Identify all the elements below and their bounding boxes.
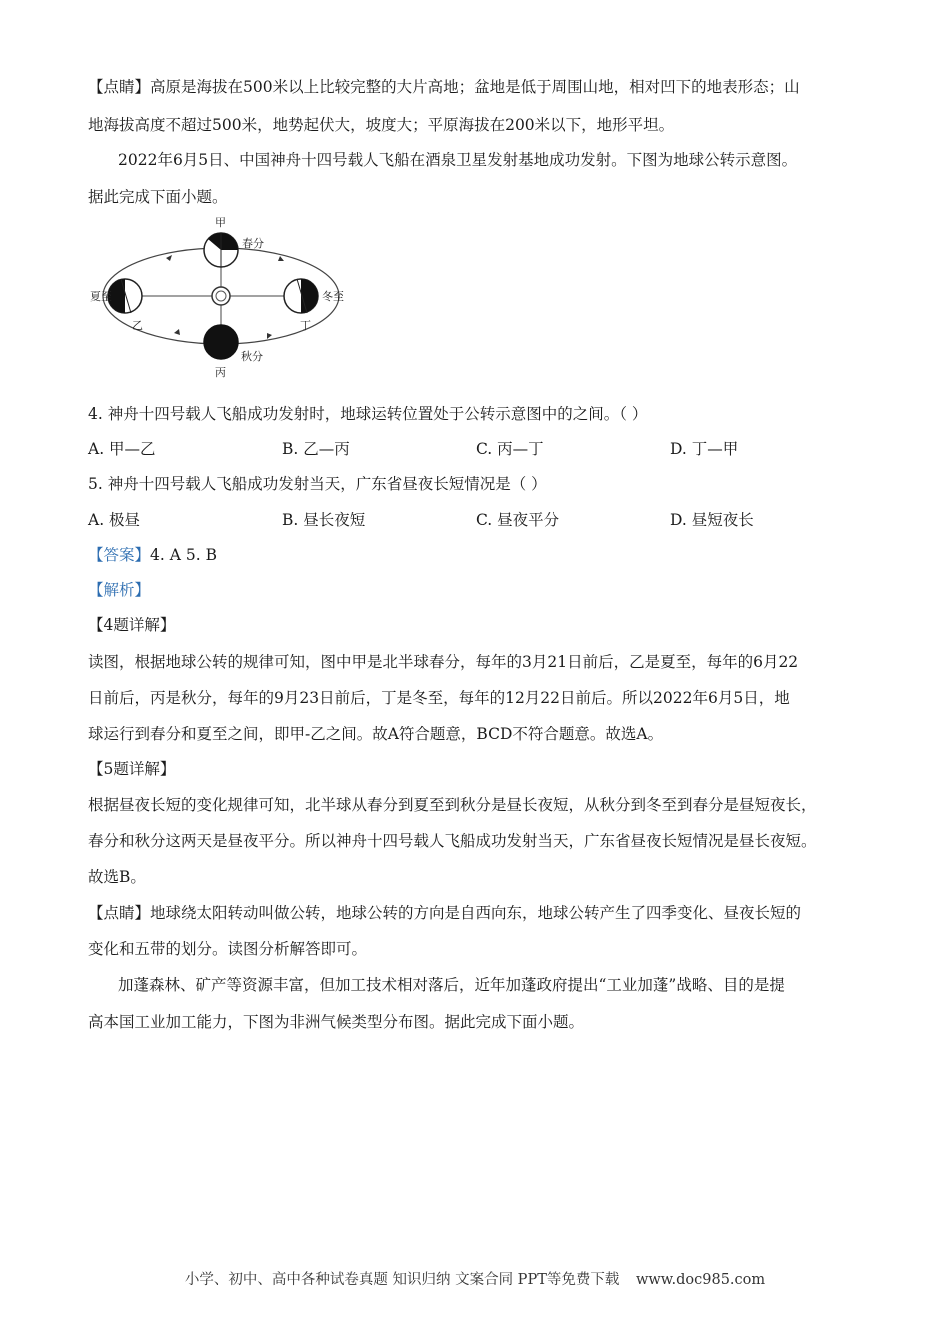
earth-bing — [204, 325, 238, 359]
detail-5-tag: 【5题详解】 — [88, 760, 176, 778]
orbit-arrow — [166, 255, 172, 261]
orbit-arrow — [278, 256, 284, 261]
q5-option-a[interactable]: A. 极昼 — [88, 511, 141, 529]
label-jia: 甲 — [215, 216, 226, 229]
detail-4-line-1: 读图，根据地球公转的规律可知，图中甲是北半球春分，每年的3月21日前后，乙是夏至，每年的6月22 — [88, 653, 799, 671]
label-xiazhi: 夏至 — [90, 290, 112, 303]
q5-option-b[interactable]: B. 昼长夜短 — [282, 511, 366, 529]
label-ding: 丁 — [300, 319, 311, 332]
label-chunfen: 春分 — [242, 237, 264, 250]
tip-line-1: 【点睛】高原是海拔在500米以上比较完整的大片高地；盆地是低于周围山地，相对凹下的地表形态；山 — [88, 78, 800, 96]
question-4: 4. 神舟十四号载人飞船成功发射时，地球运转位置处于公转示意图中的之间。（ ） — [88, 405, 648, 423]
intro2-line-1: 加蓬森林、矿产等资源丰富，但加工技术相对落后，近年加蓬政府提出“工业加蓬”战略、目的是提 — [118, 976, 785, 994]
detail-5-line-1: 根据昼夜长短的变化规律可知，北半球从春分到夏至到秋分是昼长夜短，从秋分到冬至到春分是昼短夜长， — [88, 796, 817, 814]
tip2-tag: 【点睛】 — [88, 904, 151, 922]
earth-revolution-diagram — [88, 214, 358, 384]
intro2-line-2: 高本国工业加工能力，下图为非洲气候类型分布图。据此完成下面小题。 — [88, 1013, 585, 1031]
detail-4-line-3: 球运行到春分和夏至之间，即甲-乙之间。故A符合题意，BCD不符合题意。故选A。 — [88, 725, 664, 743]
analysis-tag: 【解析】 — [88, 581, 151, 599]
footer-url[interactable]: www.doc985.com — [635, 1272, 766, 1288]
detail-5-line-3: 故选B。 — [88, 868, 146, 886]
detail-4-tag: 【4题详解】 — [88, 616, 176, 634]
q4-option-a[interactable]: A. 甲—乙 — [88, 440, 156, 458]
q5-option-d[interactable]: D. 昼短夜长 — [670, 511, 754, 529]
tip2-line-2: 变化和五带的划分。读图分析解答即可。 — [88, 940, 368, 958]
label-bing: 丙 — [215, 366, 226, 379]
page-footer — [0, 1268, 950, 1289]
intro-line-2: 据此完成下面小题。 — [88, 188, 228, 206]
answer-tag: 【答案】 — [88, 546, 151, 564]
tip-tag: 【点睛】 — [88, 78, 151, 96]
q4-option-b[interactable]: B. 乙—丙 — [282, 440, 350, 458]
orbit-arrow — [174, 329, 180, 335]
q4-option-d[interactable]: D. 丁—甲 — [670, 440, 739, 458]
label-qiufen: 秋分 — [241, 350, 263, 363]
detail-4-line-2: 日前后，丙是秋分，每年的9月23日前后，丁是冬至，每年的12月22日前后。所以2022年6月5日，地 — [88, 689, 790, 707]
tip-line-2: 地海拔高度不超过500米，地势起伏大，坡度大；平原海拔在200米以下，地形平坦。 — [88, 116, 675, 134]
detail-5-line-2: 春分和秋分这两天是昼夜平分。所以神舟十四号载人飞船成功发射当天，广东省昼夜长短情况是昼长夜短。 — [88, 832, 817, 850]
answer-line: 【答案】4. A 5. B — [88, 546, 217, 564]
question-5: 5. 神舟十四号载人飞船成功发射当天，广东省昼夜长短情况是（ ） — [88, 475, 547, 493]
q4-option-c[interactable]: C. 丙—丁 — [476, 440, 544, 458]
footer-text: 小学、初中、高中各种试卷真题 知识归纳 文案合同 PPT等免费下载 — [184, 1272, 620, 1288]
label-yi: 乙 — [132, 319, 143, 332]
label-dongzhi: 冬至 — [322, 290, 344, 303]
tip2-line-1: 【点睛】地球绕太阳转动叫做公转，地球公转的方向是自西向东，地球公转产生了四季变化、昼夜长短的 — [88, 904, 802, 922]
sun-icon — [212, 287, 230, 305]
orbit-arrow — [267, 333, 272, 339]
intro-line-1: 2022年6月5日、中国神舟十四号载人飞船在酒泉卫星发射基地成功发射。下图为地球公转示意图。 — [118, 151, 798, 169]
q5-option-c[interactable]: C. 昼夜平分 — [476, 511, 560, 529]
